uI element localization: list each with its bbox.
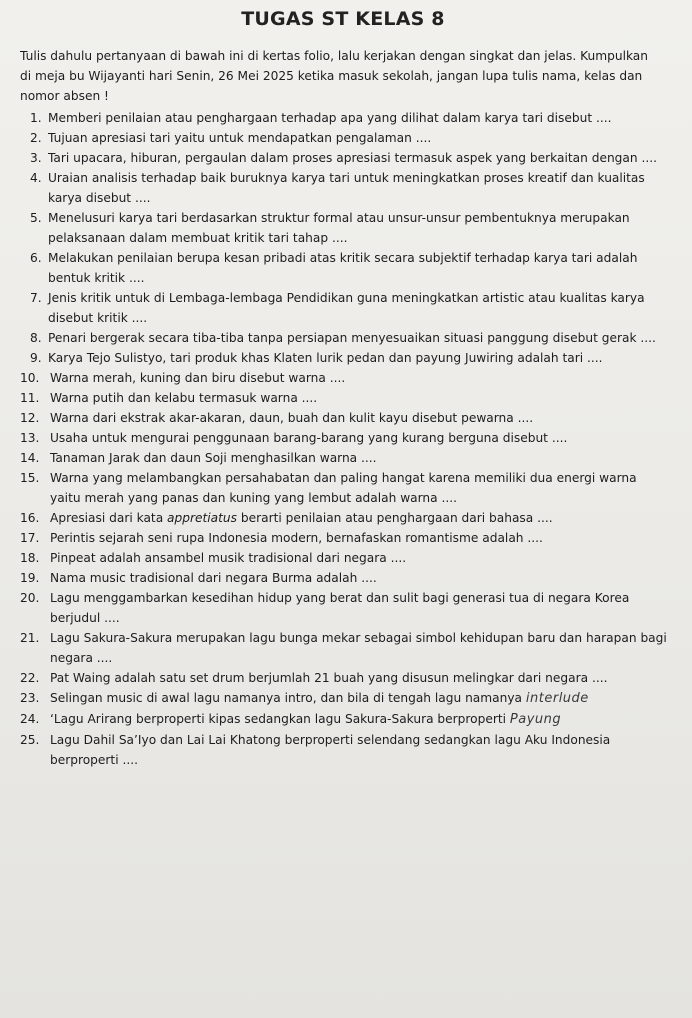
question-number: 16. xyxy=(20,511,40,525)
question-text-end: berarti penilaian atau penghargaan dari bahasa .... xyxy=(236,511,553,525)
question-item xyxy=(18,348,668,368)
question-number: 19. xyxy=(20,571,40,585)
question-text: Warna merah, kuning dan biru disebut warna .... xyxy=(50,371,346,385)
question-number: 12. xyxy=(20,411,40,425)
question-item xyxy=(18,248,668,288)
question-item xyxy=(18,128,668,148)
question-number: 21. xyxy=(20,631,40,645)
question-list xyxy=(18,108,668,770)
question-text: Uraian analisis terhadap baik buruknya karya tari untuk meningkatkan proses kreatif dan kualitas karya disebut .... xyxy=(48,171,645,205)
question-number: 10. xyxy=(20,371,40,385)
question-item xyxy=(18,508,668,528)
instructions: Tulis dahulu pertanyaan di bawah ini di kertas folio, lalu kerjakan dengan singkat dan jelas. Kumpulkan di meja bu Wijayanti hari Senin, 26 Mei 2025 ketika masuk sekolah, jangan lupa tulis nama, kelas dan nomor absen ! xyxy=(20,49,649,103)
question-number: 14. xyxy=(20,451,40,465)
question-number: 22. xyxy=(20,671,40,685)
question-text: Tanaman Jarak dan daun Soji menghasilkan warna .... xyxy=(50,451,377,465)
question-item xyxy=(18,688,668,709)
question-text: Pat Waing adalah satu set drum berjumlah 21 buah yang disusun melingkar dari negara .... xyxy=(50,671,608,685)
question-item xyxy=(18,388,668,408)
question-number: 23. xyxy=(20,691,40,705)
question-number: 8. xyxy=(30,331,42,345)
question-item xyxy=(18,288,668,328)
question-text: Lagu Sakura-Sakura merupakan lagu bunga mekar sebagai simbol kehidupan baru dan harapan bagi negara .... xyxy=(50,631,667,665)
question-text: ‘Lagu Arirang berproperti kipas sedangkan lagu Sakura-Sakura berproperti xyxy=(50,712,510,726)
question-text: Memberi penilaian atau penghargaan terhadap apa yang dilihat dalam karya tari disebut .... xyxy=(48,111,612,125)
question-item xyxy=(18,208,668,248)
question-number: 18. xyxy=(20,551,40,565)
question-text-start: Apresiasi dari kata xyxy=(50,511,168,525)
question-text: Tujuan apresiasi tari yaitu untuk mendapatkan pengalaman .... xyxy=(48,131,432,145)
question-number: 3. xyxy=(30,151,42,165)
question-item xyxy=(18,468,668,508)
question-text: Tari upacara, hiburan, pergaulan dalam proses apresiasi termasuk aspek yang berkaitan dengan .... xyxy=(48,151,657,165)
question-number: 17. xyxy=(20,531,40,545)
question-item xyxy=(18,568,668,588)
question-item xyxy=(18,528,668,548)
question-text: Penari bergerak secara tiba-tiba tanpa persiapan menyesuaikan situasi panggung disebut gerak .... xyxy=(48,331,656,345)
question-text: Warna putih dan kelabu termasuk warna .... xyxy=(50,391,318,405)
italic-term: appretiatus xyxy=(167,511,237,525)
question-text: Warna dari ekstrak akar-akaran, daun, buah dan kulit kayu disebut pewarna .... xyxy=(50,411,534,425)
question-number: 11. xyxy=(20,391,40,405)
question-text: Usaha untuk mengurai penggunaan barang-barang yang kurang berguna disebut .... xyxy=(50,431,568,445)
question-item xyxy=(18,108,668,128)
question-number: 20. xyxy=(20,591,40,605)
question-item xyxy=(18,668,668,688)
question-text: Lagu menggambarkan kesedihan hidup yang berat dan sulit bagi generasi tua di negara Korea berjudul .... xyxy=(50,591,630,625)
question-number: 9. xyxy=(30,351,42,365)
question-item xyxy=(18,730,668,770)
question-text: Warna yang melambangkan persahabatan dan paling hangat karena memiliki dua energi warna yaitu merah yang panas dan kuning yang lembut adalah warna .... xyxy=(50,471,637,505)
question-item xyxy=(18,709,668,730)
question-number: 24. xyxy=(20,712,40,726)
question-text: Selingan music di awal lagu namanya intro, dan bila di tengah lagu namanya xyxy=(50,691,526,705)
question-number: 13. xyxy=(20,431,40,445)
page-title: TUGAS ST KELAS 8 xyxy=(241,8,445,30)
question-item xyxy=(18,148,668,168)
question-number: 2. xyxy=(30,131,42,145)
question-item xyxy=(18,588,668,628)
question-number: 5. xyxy=(30,211,42,225)
question-text: Nama music tradisional dari negara Burma adalah .... xyxy=(50,571,377,585)
question-text: Jenis kritik untuk di Lembaga-lembaga Pendidikan guna meningkatkan artistic atau kualitas karya disebut kritik .... xyxy=(48,291,645,325)
question-text: Lagu Dahil Sa’Iyo dan Lai Lai Khatong berproperti selendang sedangkan lagu Aku Indonesia berproperti .... xyxy=(50,733,611,767)
question-item xyxy=(18,328,668,348)
question-text: Perintis sejarah seni rupa Indonesia modern, bernafaskan romantisme adalah .... xyxy=(50,531,543,545)
question-text: Karya Tejo Sulistyo, tari produk khas Klaten lurik pedan dan payung Juwiring adalah tari .... xyxy=(48,351,603,365)
question-item xyxy=(18,548,668,568)
question-number: 6. xyxy=(30,251,42,265)
question-item xyxy=(18,368,668,388)
question-item xyxy=(18,168,668,208)
handwritten-answer: interlude xyxy=(525,691,589,706)
question-text: Pinpeat adalah ansambel musik tradisional dari negara .... xyxy=(50,551,407,565)
question-number: 4. xyxy=(30,171,42,185)
handwritten-answer: Payung xyxy=(509,712,562,727)
question-text: Melakukan penilaian berupa kesan pribadi atas kritik secara subjektif terhadap karya tari adalah bentuk kritik .... xyxy=(48,251,638,285)
question-item xyxy=(18,448,668,468)
question-number: 25. xyxy=(20,733,40,747)
question-item xyxy=(18,628,668,668)
question-number: 15. xyxy=(20,471,40,485)
question-item xyxy=(18,428,668,448)
question-text: Menelusuri karya tari berdasarkan struktur formal atau unsur-unsur pembentuknya merupakan pelaksanaan dalam membuat kritik tari tahap .... xyxy=(48,211,630,245)
question-number: 7. xyxy=(30,291,42,305)
question-item xyxy=(18,408,668,428)
question-number: 1. xyxy=(30,111,42,125)
